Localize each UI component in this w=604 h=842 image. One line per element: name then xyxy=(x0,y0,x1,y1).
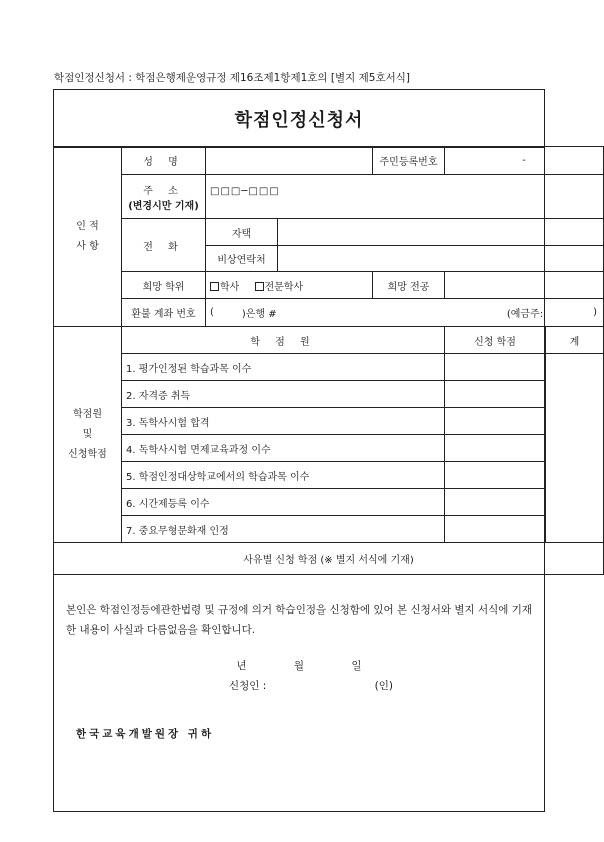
rrn-label: 주민등록번호 xyxy=(373,147,445,175)
date-line xyxy=(54,658,544,673)
requested-credit-header: 신청 학점 xyxy=(445,327,546,354)
home-phone-field[interactable] xyxy=(278,219,604,246)
address-label: 주 소 (변경시만 기재) xyxy=(122,175,206,219)
home-phone-label: 자택 xyxy=(206,219,278,246)
total-header: 계 xyxy=(546,327,604,354)
requested-credit-cell[interactable] xyxy=(445,435,546,462)
postal-code-boxes: □□□─□□□ xyxy=(210,186,280,197)
major-label: 희망 전공 xyxy=(373,272,445,299)
rrn-field[interactable]: - xyxy=(445,147,604,175)
form-title: 학점인정신청서 xyxy=(54,90,544,148)
applicant-label: 신청인 : xyxy=(229,680,267,692)
credit-source-item: 6. 시간제등록 이수 xyxy=(122,489,445,516)
year-label: 년 xyxy=(236,660,247,672)
applicant-line xyxy=(229,678,393,693)
seal-label: (인) xyxy=(374,680,393,692)
requested-credit-cell[interactable] xyxy=(445,381,546,408)
personal-section-label: 인 적 사 항 xyxy=(54,147,122,327)
credit-note: 사유별 신청 학점 (※ 별지 서식에 기재) xyxy=(54,543,604,575)
requested-credit-cell[interactable] xyxy=(445,408,546,435)
form-caption: 학점인정신청서 : 학점은행제운영규정 제16조제1항제1호의 [별지 제5호서식] xyxy=(54,72,410,84)
requested-credit-cell[interactable] xyxy=(445,354,546,381)
emergency-contact-field[interactable] xyxy=(278,246,604,272)
name-field[interactable] xyxy=(206,147,373,175)
bachelor-checkbox[interactable]: 학사 xyxy=(210,282,239,293)
emergency-contact-label: 비상연락처 xyxy=(206,246,278,272)
form-table xyxy=(53,146,604,575)
associate-checkbox[interactable]: 전문학사 xyxy=(255,282,304,293)
degree-label: 희망 학위 xyxy=(122,272,206,299)
name-label: 성 명 xyxy=(122,147,206,175)
addressee: 한국교육개발원장 귀하 xyxy=(76,728,215,740)
month-label: 월 xyxy=(293,660,305,672)
credit-source-item: 4. 독학사시험 면제교육과정 이수 xyxy=(122,435,445,462)
address-field[interactable] xyxy=(206,175,604,219)
credit-source-item: 7. 중요무형문화재 인정 xyxy=(122,516,445,543)
credit-source-header: 학 점 원 xyxy=(122,327,445,354)
major-field[interactable] xyxy=(445,272,604,299)
credit-source-item: 3. 독학사시험 합격 xyxy=(122,408,445,435)
declaration-text: 본인은 학점인정등에관한법령 및 규정에 의거 학습인정을 신청함에 있어 본 신청서와 별지 서식에 기재한 내용이 사실과 다름없음을 확인합니다. xyxy=(66,604,533,636)
degree-options xyxy=(206,272,373,299)
application-form xyxy=(53,89,597,812)
checkbox-icon xyxy=(255,282,264,291)
refund-account-field[interactable]: ( )은행 # (예금주: ) xyxy=(206,299,604,327)
refund-account-label: 환불 계좌 번호 xyxy=(122,299,206,327)
credit-source-item: 2. 자격증 취득 xyxy=(122,381,445,408)
checkbox-icon xyxy=(210,282,219,291)
requested-credit-cell[interactable] xyxy=(445,462,546,489)
credit-source-item: 5. 학점인정대상학교에서의 학습과목 이수 xyxy=(122,462,445,489)
total-credit-cell[interactable] xyxy=(546,354,604,543)
credits-section-label: 학점원 및 신청학점 xyxy=(54,327,122,543)
phone-label: 전 화 xyxy=(122,219,206,272)
requested-credit-cell[interactable] xyxy=(445,489,546,516)
credit-source-item: 1. 평가인정된 학습과목 이수 xyxy=(122,354,445,381)
requested-credit-cell[interactable] xyxy=(445,516,546,543)
day-label: 일 xyxy=(351,660,362,672)
